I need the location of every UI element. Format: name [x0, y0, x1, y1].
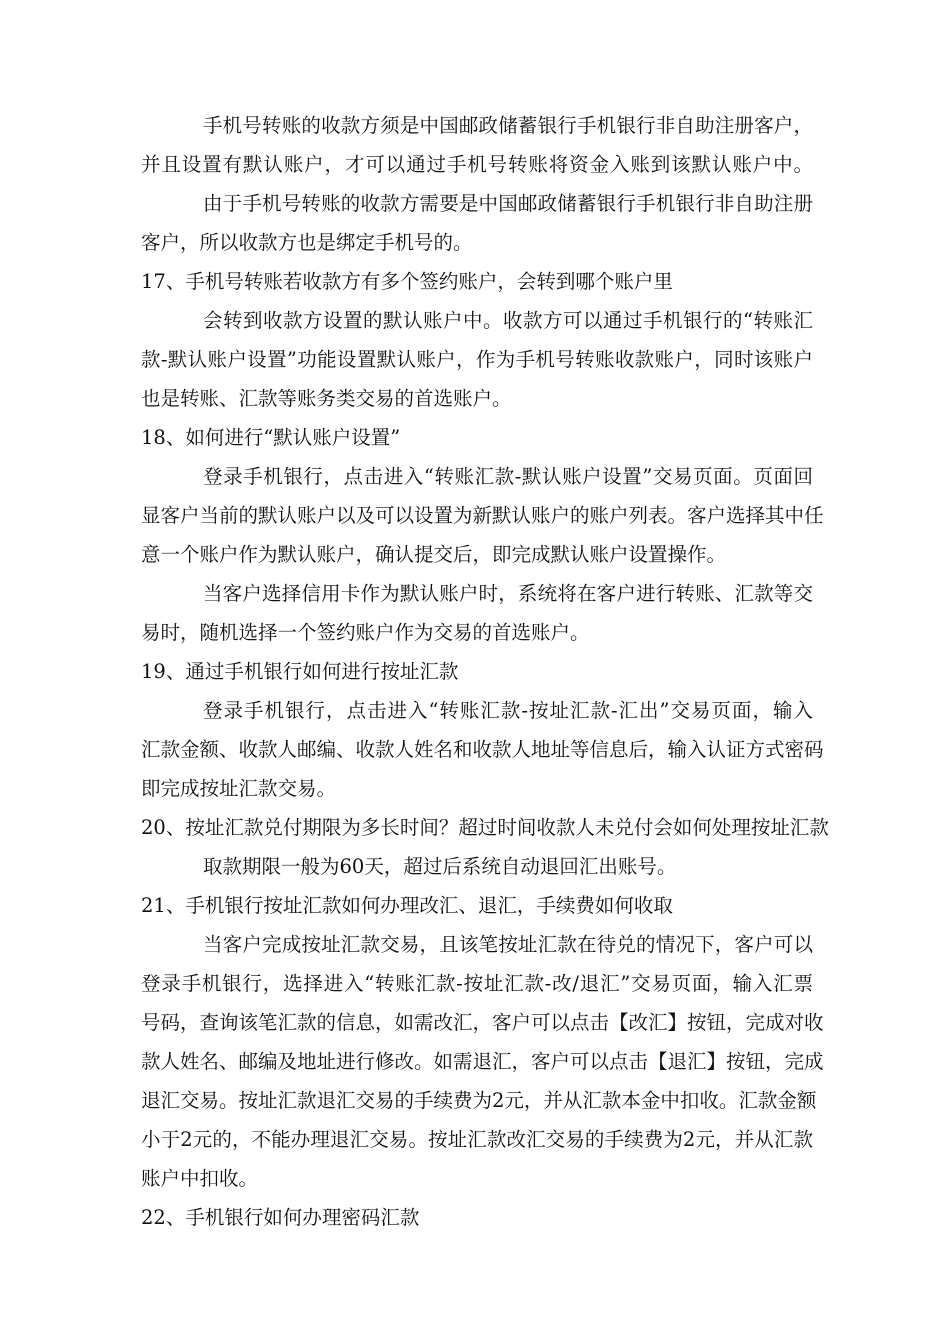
question-heading: 21、手机银行按址汇款如何办理改汇、退汇，手续费如何收取 — [141, 894, 673, 917]
paragraph-line: 当客户选择信用卡作为默认账户时，系统将在客户进行转账、汇款等交 — [203, 582, 813, 605]
paragraph-line: 汇款金额、收款人邮编、收款人姓名和收款人地址等信息后，输入认证方式密码 — [141, 738, 824, 761]
paragraph-line: 登录手机银行，选择进入“转账汇款-按址汇款-改/退汇”交易页面，输入汇票 — [141, 972, 813, 995]
paragraph-line: 取款期限一般为60天，超过后系统自动退回汇出账号。 — [203, 855, 677, 878]
question-heading: 20、按址汇款兑付期限为多长时间？超过时间收款人未兑付会如何处理按址汇款 — [141, 816, 829, 839]
paragraph-line: 号码，查询该笔汇款的信息，如需改汇，客户可以点击【改汇】按钮，完成对收 — [141, 1011, 824, 1034]
paragraph-line: 易时，随机选择一个签约账户作为交易的首选账户。 — [141, 621, 590, 644]
paragraph-line: 登录手机银行，点击进入“转账汇款-默认账户设置”交易页面。页面回 — [203, 465, 813, 488]
document-body — [141, 106, 829, 1237]
paragraph-line: 退汇交易。按址汇款退汇交易的手续费为2元，并从汇款本金中扣收。汇款金额 — [141, 1089, 817, 1112]
paragraph-line: 款-默认账户设置”功能设置默认账户，作为手机号转账收款账户，同时该账户 — [141, 348, 813, 371]
paragraph-line: 款人姓名、邮编及地址进行修改。如需退汇，客户可以点击【退汇】按钮，完成 — [141, 1050, 824, 1073]
paragraph-line: 手机号转账的收款方须是中国邮政储蓄银行手机银行非自助注册客户， — [203, 114, 813, 137]
question-heading: 17、手机号转账若收款方有多个签约账户，会转到哪个账户里 — [141, 270, 673, 293]
paragraph-line: 由于手机号转账的收款方需要是中国邮政储蓄银行手机银行非自助注册 — [203, 192, 813, 215]
paragraph-line: 即完成按址汇款交易。 — [141, 777, 337, 800]
paragraph-line: 并且设置有默认账户，才可以通过手机号转账将资金入账到该默认账户中。 — [141, 153, 813, 176]
paragraph-line: 账户中扣收。 — [141, 1167, 259, 1190]
question-heading: 18、如何进行“默认账户设置” — [141, 426, 401, 449]
paragraph-line: 会转到收款方设置的默认账户中。收款方可以通过手机银行的“转账汇 — [203, 309, 813, 332]
paragraph-line: 也是转账、汇款等账务类交易的首选账户。 — [141, 387, 512, 410]
paragraph-line: 小于2元的，不能办理退汇交易。按址汇款改汇交易的手续费为2元，并从汇款 — [141, 1128, 813, 1151]
paragraph-line: 登录手机银行，点击进入“转账汇款-按址汇款-汇出”交易页面，输入 — [203, 699, 813, 722]
paragraph-line: 当客户完成按址汇款交易，且该笔按址汇款在待兑的情况下，客户可以 — [203, 933, 813, 956]
paragraph-line: 客户，所以收款方也是绑定手机号的。 — [141, 231, 473, 254]
paragraph-line: 显客户当前的默认账户以及可以设置为新默认账户的账户列表。客户选择其中任 — [141, 504, 824, 527]
paragraph-line: 意一个账户作为默认账户，确认提交后，即完成默认账户设置操作。 — [141, 543, 727, 566]
question-heading: 22、手机银行如何办理密码汇款 — [141, 1206, 420, 1229]
question-heading: 19、通过手机银行如何进行按址汇款 — [141, 660, 459, 683]
